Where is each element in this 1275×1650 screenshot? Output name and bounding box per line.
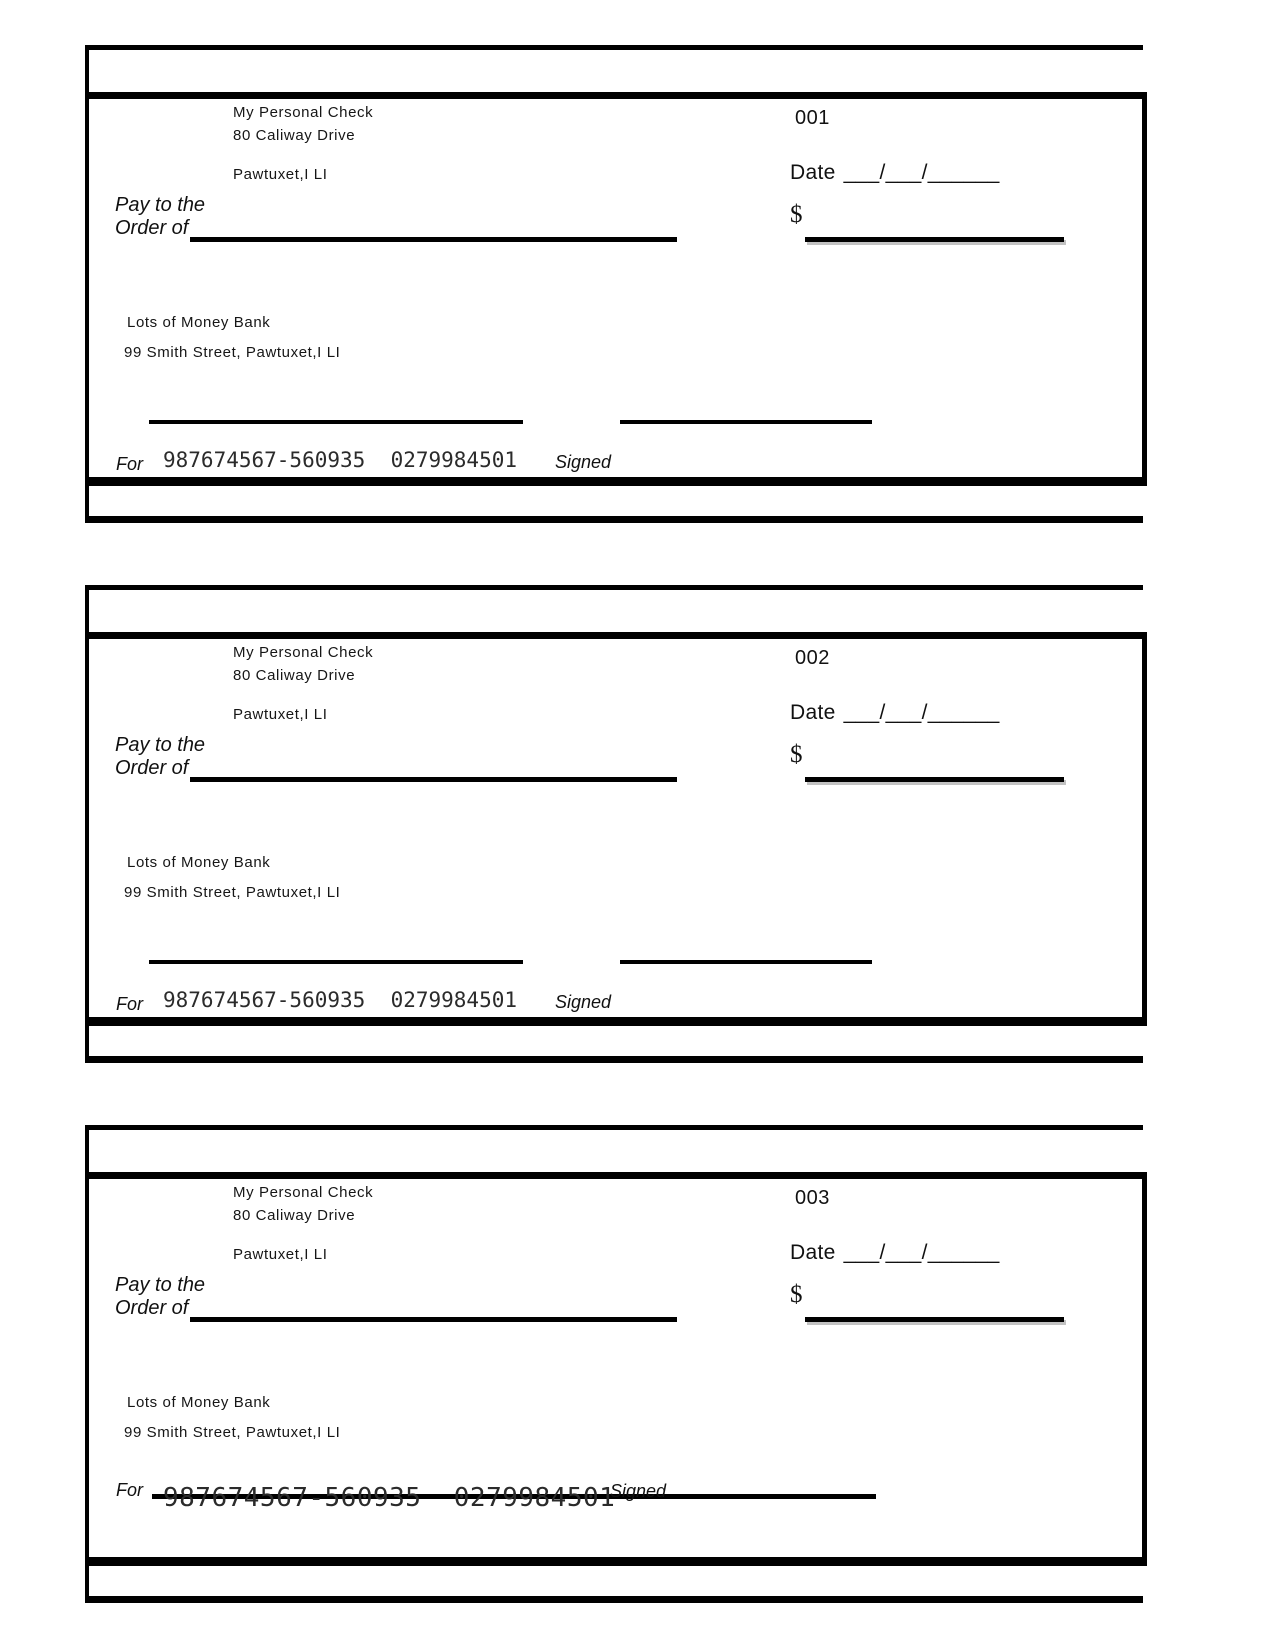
bank-name: Lots of Money Bank [127, 1394, 271, 1411]
signed-label: Signed [555, 992, 612, 1012]
check-001-paper [85, 92, 1147, 486]
check-003-paper [85, 1172, 1147, 1566]
payer-city: Pawtuxet,I LI [233, 1246, 328, 1263]
signature-writing-line [620, 420, 872, 424]
check-002-paper [85, 632, 1147, 1026]
bank-name: Lots of Money Bank [127, 854, 271, 871]
memo-writing-line [149, 960, 523, 964]
date-blanks: ___/___/______ [843, 161, 1000, 184]
payer-name: My Personal Check [233, 1184, 374, 1201]
signature-writing-line [620, 960, 872, 964]
memo-writing-line [149, 420, 523, 424]
micr-numbers: 987674567-560935 0279984501 [163, 1483, 616, 1513]
for-label: For [116, 1480, 143, 1500]
check-number: 003 [795, 1187, 830, 1209]
dollar-sign: $ [790, 1281, 803, 1308]
pay-to-line2: Order of [115, 1297, 189, 1319]
payee-writing-line [190, 777, 677, 782]
for-label: For [116, 454, 143, 474]
amount-writing-line [805, 777, 1064, 782]
micr-numbers: 987674567-560935 0279984501 [163, 448, 518, 472]
pay-to-order-label [115, 1274, 205, 1320]
dollar-sign: $ [790, 201, 803, 228]
payer-address: 80 Caliway Drive [233, 127, 356, 144]
payer-city: Pawtuxet,I LI [233, 706, 328, 723]
payer-name: My Personal Check [233, 644, 374, 661]
pay-to-order-label [115, 194, 205, 240]
payer-address: 80 Caliway Drive [233, 667, 356, 684]
pay-to-line1: Pay to the [115, 194, 206, 216]
amount-writing-line [805, 237, 1064, 242]
check-001 [85, 45, 1143, 523]
bank-address: 99 Smith Street, Pawtuxet,I LI [124, 1424, 341, 1441]
micr-numbers: 987674567-560935 0279984501 [163, 988, 518, 1012]
date-label: Date [790, 161, 836, 184]
payer-name: My Personal Check [233, 104, 374, 121]
pay-to-line2: Order of [115, 757, 189, 779]
payee-writing-line [190, 237, 677, 242]
payer-city: Pawtuxet,I LI [233, 166, 328, 183]
signed-label: Signed [610, 1481, 667, 1501]
pay-to-line1: Pay to the [115, 1274, 206, 1296]
signed-label: Signed [555, 452, 612, 472]
date-blanks: ___/___/______ [843, 1241, 1000, 1264]
date-blanks: ___/___/______ [843, 701, 1000, 724]
check-002 [85, 585, 1143, 1063]
payee-writing-line [190, 1317, 677, 1322]
check-number: 001 [795, 107, 830, 129]
pay-to-order-label [115, 734, 205, 780]
date-label: Date [790, 701, 836, 724]
pay-to-line2: Order of [115, 217, 189, 239]
check-003 [85, 1125, 1143, 1603]
pay-to-line1: Pay to the [115, 734, 206, 756]
bank-address: 99 Smith Street, Pawtuxet,I LI [124, 344, 341, 361]
dollar-sign: $ [790, 741, 803, 768]
date-row [790, 1241, 1000, 1265]
date-row [790, 701, 1000, 725]
date-row [790, 161, 1000, 185]
check-number: 002 [795, 647, 830, 669]
payer-address: 80 Caliway Drive [233, 1207, 356, 1224]
amount-writing-line [805, 1317, 1064, 1322]
bank-address: 99 Smith Street, Pawtuxet,I LI [124, 884, 341, 901]
for-label: For [116, 994, 143, 1014]
date-label: Date [790, 1241, 836, 1264]
bank-name: Lots of Money Bank [127, 314, 271, 331]
